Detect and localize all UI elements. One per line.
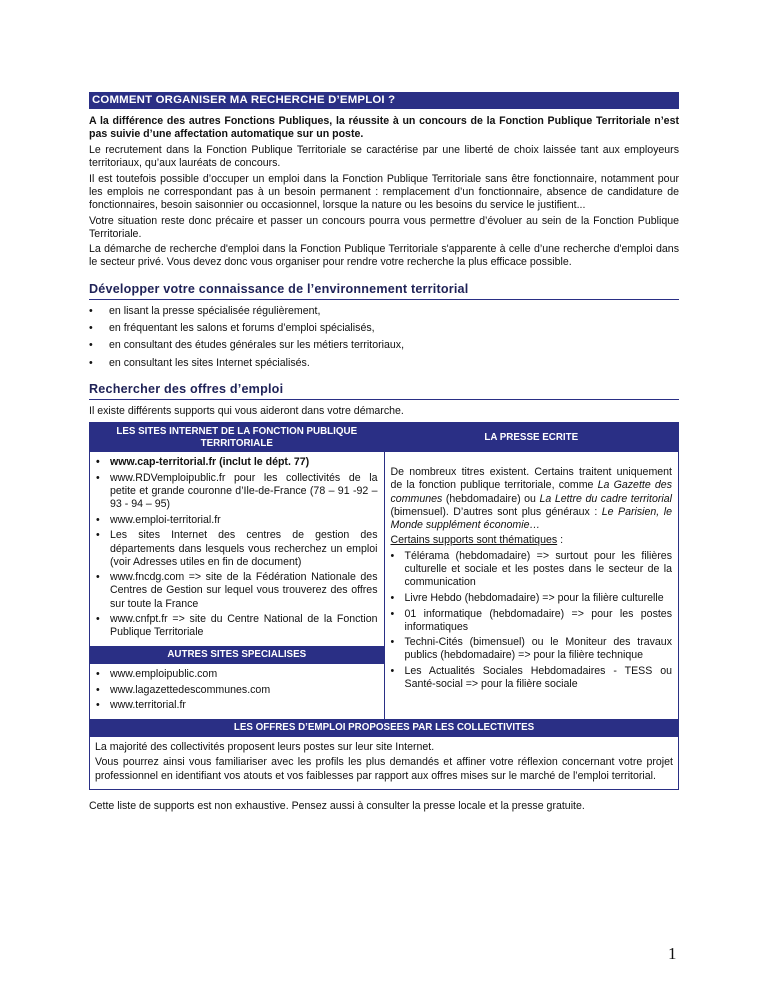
page-title-banner: COMMENT ORGANISER MA RECHERCHE D’EMPLOI ?: [89, 92, 679, 109]
list-item: • Livre Hebdo (hebdomadaire) => pour la filière culturelle: [391, 592, 673, 605]
list-item: • en consultant les sites Internet spécialisés.: [89, 357, 679, 370]
list-item: • www.emploipublic.com: [96, 668, 378, 681]
header-collectivity-offers: LES OFFRES D’EMPLOI PROPOSEES PAR LES COLLECTIVITES: [90, 719, 678, 737]
press-title-gazette: La Gazette des communes: [390, 479, 672, 505]
header-other-sites: AUTRES SITES SPECIALISES: [90, 646, 384, 664]
thematic-label-text: Certains supports sont thématiques: [390, 534, 558, 547]
fpt-websites-list: [96, 456, 378, 639]
intro-paragraph-4: La démarche de recherche d'emploi dans la Fonction Publique Territoriale s'apparente à celle d’une recherche d'emploi dans le secteur privé. Vous devez donc vous organiser pour rendre votre recherche la plus efficace possible.: [89, 243, 679, 269]
document-page: [89, 92, 679, 816]
list-item: • en lisant la presse spécialisée régulièrement,: [89, 305, 679, 318]
press-title-general: Le Parisien, le Monde supplément économie…: [390, 505, 672, 531]
thematic-press-list: [391, 550, 673, 691]
intro-paragraph-3: Votre situation reste donc précaire et passer un concours pourra vous permettre d’évoluer au sein de la Fonction Publique Territoriale.: [89, 214, 679, 240]
list-item: • Les Actualités Sociales Hebdomadaires - TESS ou Santé-social => pour la filière sociale: [391, 665, 673, 691]
list-item: • 01 informatique (hebdomadaire) => pour les postes informatiques: [391, 608, 673, 634]
collectivity-offers-paragraph-2: Vous pourrez ainsi vous familiariser avec les profils les plus demandés et affiner votre réflexion concernant votre projet professionnel en identifiant vos atouts et vos faiblesses par rapport aux offres mises sur le marché de l’emploi territorial.: [95, 756, 673, 782]
press-title-lettre: La Lettre du cadre territorial: [539, 492, 673, 505]
list-item: • www.fncdg.com => site de la Fédération Nationale des Centres de Gestion sur lequel vous trouverez des offres sur toute la France: [96, 571, 378, 610]
header-fpt-websites: LES SITES INTERNET DE LA FONCTION PUBLIQUE TERRITORIALE: [90, 423, 384, 452]
collectivity-offers-paragraph-1: La majorité des collectivités proposent leurs postes sur leur site Internet.: [95, 740, 435, 753]
thematic-colon: :: [557, 534, 564, 547]
list-item: • Techni-Cités (bimensuel) ou le Moniteur des travaux publics (hebdomadaire) => pour la filière technique: [391, 636, 673, 662]
intro-lead: A la différence des autres Fonctions Publiques, la réussite à un concours de la Fonction Publique Territoriale n’est pas suivie d’une affectation automatique sur un poste.: [89, 115, 679, 141]
knowledge-list: [89, 305, 679, 370]
right-column: [385, 423, 679, 719]
list-item: • en fréquentant les salons et forums d’emploi spécialisés,: [89, 322, 679, 335]
list-item: • Télérama (hebdomadaire) => surtout pour les filières culturelle et sociale et les postes dans le secteur de la communication: [391, 550, 673, 589]
thematic-label: [391, 534, 673, 547]
left-column: [90, 423, 385, 719]
list-item: • www.emploi-territorial.fr: [96, 514, 378, 527]
list-item: • www.lagazettedescommunes.com: [96, 684, 378, 697]
other-sites-list: [96, 668, 378, 712]
header-written-press: LA PRESSE ECRITE: [385, 423, 679, 452]
press-text: (hebdomadaire) ou: [442, 492, 540, 505]
press-paragraph: [391, 466, 673, 532]
section-heading-knowledge: Développer votre connaissance de l’environnement territorial: [89, 282, 679, 301]
list-item: • www.cap-territorial.fr (inclut le dépt. 77): [96, 456, 378, 469]
list-item: • en consultant des études générales sur les métiers territoriaux,: [89, 339, 679, 352]
supports-table: [89, 422, 679, 790]
intro-paragraph-2: Il est toutefois possible d’occuper un emploi dans la Fonction Publique Territoriale sans être fonctionnaire, notamment pour les emplois ne correspondant pas à un besoin permanent : remplacement d’un fonctionnaire, absence de candidature de fonctionnaires, besoin saisonnier ou occasionnel, lorsque la nature ou les besoins du service le justifient...: [89, 172, 679, 211]
closing-note: Cette liste de supports est non exhaustive. Pensez aussi à consulter la presse locale et la presse gratuite.: [89, 800, 585, 813]
intro-paragraph-1: Le recrutement dans la Fonction Publique Territoriale se caractérise par une liberté de choix laissée tant aux employeurs territoriaux, qu’aux lauréats de concours.: [89, 143, 679, 170]
list-item: • www.RDVemploipublic.fr pour les collectivités de la petite et grande couronne d’Ile-de-France (78 – 91 -92 – 93 - 94 – 95): [96, 472, 378, 511]
list-item: • Les sites Internet des centres de gestion des départements dans lesquels vous recherchez un emploi (voir Adresses utiles en fin de document): [96, 529, 378, 568]
page-number: 1: [668, 944, 677, 963]
press-text: De nombreux titres existent. Certains traitent uniquement de la fonction publique territoriale, comme: [390, 466, 672, 492]
list-item: • www.territorial.fr: [96, 699, 378, 712]
press-text: (bimensuel). D’autres sont plus généraux :: [390, 505, 602, 518]
list-item: • www.cnfpt.fr => site du Centre National de la Fonction Publique Territoriale: [96, 613, 378, 639]
section-heading-job-offers: Rechercher des offres d’emploi: [89, 382, 679, 401]
job-offers-intro: Il existe différents supports qui vous aideront dans votre démarche.: [89, 405, 404, 418]
